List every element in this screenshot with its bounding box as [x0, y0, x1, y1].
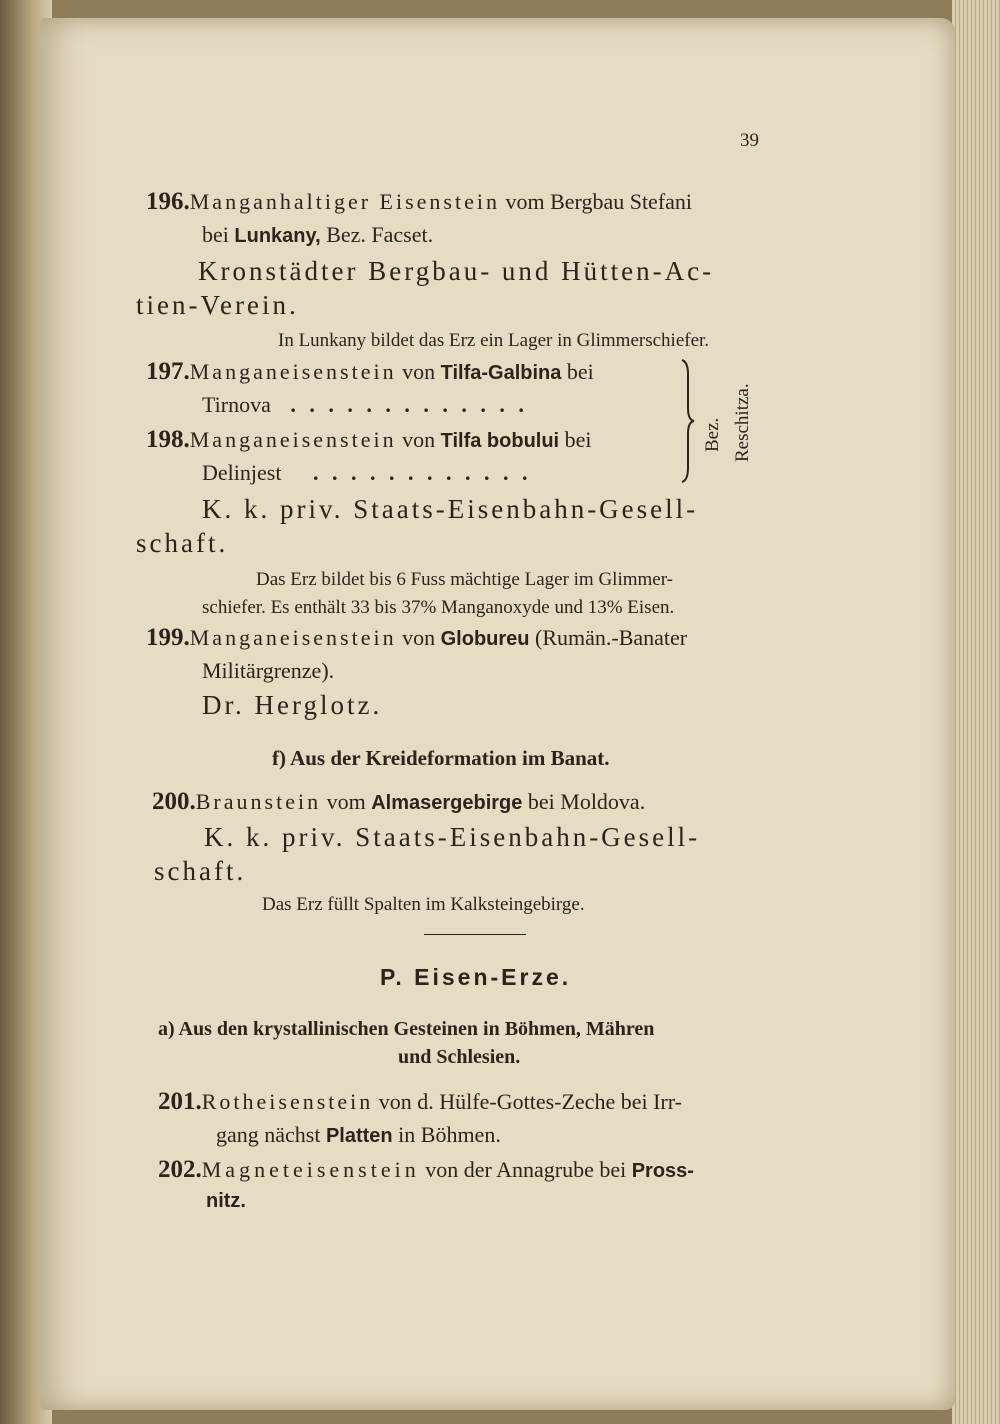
section-heading-a-cont: und Schlesien.: [398, 1046, 521, 1068]
side-label-reschitza: Reschitza.: [732, 383, 753, 462]
mineral-name: Magneteisenstein: [201, 1157, 420, 1182]
organization-heading-cont: tien-Verein.: [136, 290, 299, 320]
entry-number: 198.: [146, 426, 190, 453]
mineral-name: Manganhaltiger Eisenstein: [189, 189, 500, 214]
entry-text: bei Moldova.: [527, 789, 646, 814]
mineral-name: Manganeisenstein: [189, 625, 397, 650]
entry-number: 199.: [146, 624, 190, 651]
place-name: Lunkany,: [234, 225, 321, 247]
leader-dots: . . . . . . . . . . . . .: [290, 392, 528, 417]
page-number: 39: [740, 130, 759, 151]
entry-note: In Lunkany bildet das Erz ein Lager in Glimmerschiefer.: [278, 330, 710, 351]
mineral-name: Rotheisenstein: [201, 1089, 374, 1114]
entry-text: Delinjest: [202, 460, 282, 485]
organization-heading-cont: schaft.: [136, 528, 229, 558]
curly-brace: [678, 356, 702, 486]
entry-text: von: [402, 359, 436, 384]
entry-text: in Böhmen.: [398, 1122, 501, 1147]
entry-note: Das Erz bildet bis 6 Fuss mächtige Lager im Glimmer-: [256, 569, 673, 590]
entry-text: vom: [326, 789, 366, 814]
place-name: Tilfa bobului: [440, 430, 560, 452]
entry-note: Das Erz füllt Spalten im Kalksteingebirge.: [262, 894, 585, 915]
entry-text: von: [402, 427, 436, 452]
organization-heading-cont: schaft.: [154, 856, 247, 886]
leader-dots: . . . . . . . . . . . .: [312, 460, 532, 485]
section-divider: [424, 934, 526, 935]
entry-note: schiefer. Es enthält 33 bis 37% Manganoxyde und 13% Eisen.: [202, 597, 675, 618]
entry-196: [146, 188, 692, 216]
section-title-p: P. Eisen-Erze.: [380, 964, 572, 990]
entry-198-line2: [202, 460, 531, 486]
entry-text: bei: [202, 222, 229, 247]
entry-201: [158, 1088, 682, 1116]
entry-text: von: [402, 625, 436, 650]
entry-202: [158, 1156, 694, 1184]
entry-number: 202.: [158, 1156, 202, 1183]
place-name: Pross-: [631, 1160, 694, 1182]
entry-198: [146, 426, 592, 454]
entry-text: Tirnova: [202, 392, 271, 417]
entry-text: vom Bergbau Stefani: [505, 189, 693, 214]
section-heading-f: f) Aus der Kreideformation im Banat.: [272, 746, 610, 770]
organization-heading: K. k. priv. Staats-Eisenbahn-Gesell-: [202, 494, 699, 524]
side-label-bez: Bez.: [702, 417, 723, 452]
place-name: Platten: [325, 1125, 393, 1147]
entry-196-line2: [202, 222, 433, 248]
entry-197: [146, 358, 594, 386]
entry-number: 197.: [146, 358, 190, 385]
entry-number: 201.: [158, 1088, 202, 1115]
entry-text: von der Annagrube bei: [425, 1157, 627, 1182]
entry-text: von d. Hülfe-Gottes-Zeche bei Irr-: [378, 1089, 682, 1114]
entry-text: Bez. Facset.: [326, 222, 434, 247]
mineral-name: Manganeisenstein: [189, 359, 397, 384]
mineral-name: Braunstein: [195, 789, 322, 814]
entry-197-line2: [202, 392, 528, 418]
entry-200: [152, 788, 645, 816]
organization-heading: Kronstädter Bergbau- und Hütten-Ac-: [198, 256, 715, 286]
place-name: Almasergebirge: [371, 792, 523, 814]
entry-202-line2: nitz.: [206, 1190, 246, 1212]
entry-text: (Rumän.-Banater: [535, 625, 688, 650]
entry-199-line2: Militärgrenze).: [202, 658, 335, 683]
place-name: Tilfa-Galbina: [440, 362, 562, 384]
place-name: Globureu: [440, 628, 530, 650]
mineral-name: Manganeisenstein: [189, 427, 397, 452]
entry-text: bei: [564, 427, 592, 452]
entry-text: bei: [566, 359, 594, 384]
entry-number: 196.: [146, 188, 190, 215]
entry-number: 200.: [152, 788, 196, 815]
book-page: [40, 18, 955, 1410]
entry-199: [146, 624, 687, 652]
section-heading-a: a) Aus den krystallinischen Gesteinen in Böhmen, Mähren: [158, 1018, 655, 1040]
entry-text: gang nächst: [216, 1122, 321, 1147]
organization-heading: K. k. priv. Staats-Eisenbahn-Gesell-: [204, 822, 701, 852]
organization-heading: Dr. Herglotz.: [202, 690, 383, 720]
page-edges: [952, 0, 1000, 1424]
entry-201-line2: [216, 1122, 501, 1148]
